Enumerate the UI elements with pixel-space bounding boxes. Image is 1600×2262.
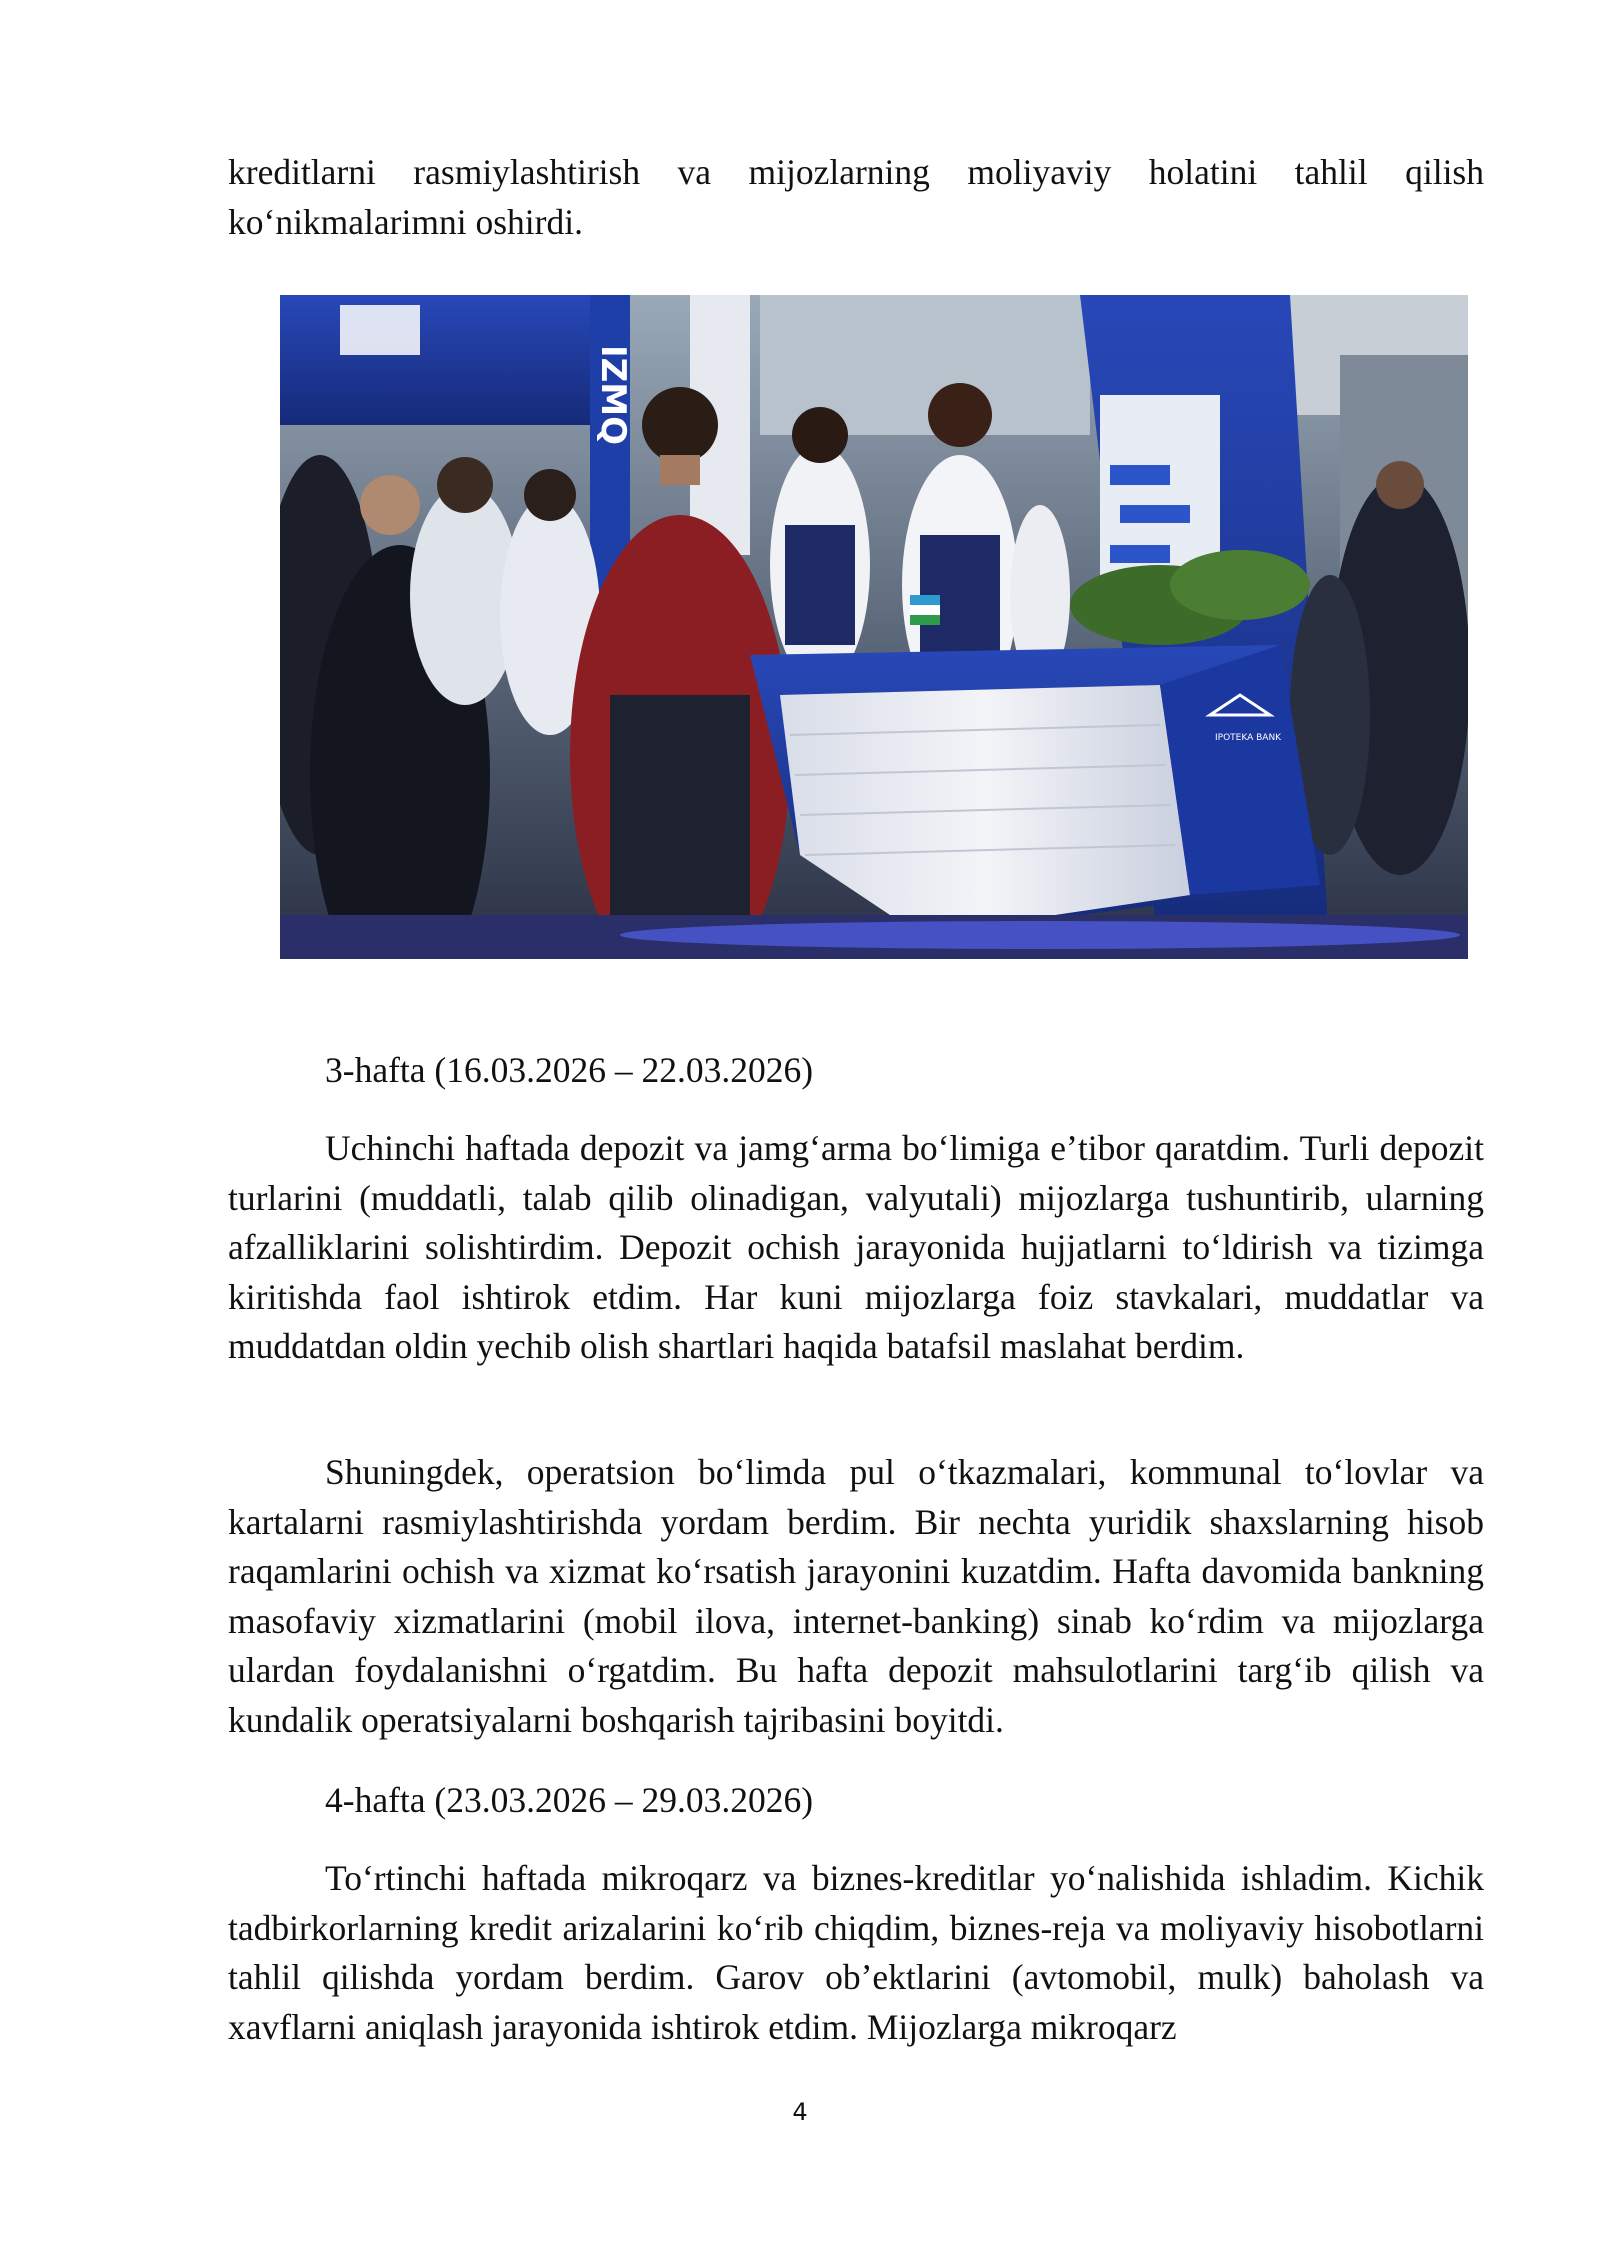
page-number: 4 [792,2098,808,2126]
week3-paragraph-2: Shuningdek, operatsion boʻlimda pul oʻtkazmalari, kommunal toʻlovlar va kartalarni rasmiylashtirishda yordam berdim. Bir nechta yuridik shaxslarning hisob raqamlarini ochish va xizmat koʻrsatish jarayonini kuzatdim. Hafta davomida bankning masofaviy xizmatlarini (mobil ilova, internet-banking) sinab koʻrdim va mijozlarga ulardan foydalanishni oʻrgatdim. Bu hafta depozit mahsulotlarini targʻib qilish va kundalik operatsiyalarni boshqarish tajribasini boyitdi. [228,1452,1484,1740]
week4-heading: 4-hafta (23.03.2026 – 29.03.2026) [325,1780,814,1820]
bank-booth-photo [280,295,1468,959]
week4-paragraph-1: Toʻrtinchi haftada mikroqarz va biznes-kreditlar yoʻnalishida ishladim. Kichik tadbirkorlarning kredit arizalarini koʻrib chiqdim, biznes-reja va moliyaviy hisobotlarni tahlil qilishda yordam berdim. Garov obʼektlarini (avtomobil, mulk) baholash va xavflarni aniqlash jarayonida ishtirok etdim. Mijozlarga mikroqarz [228,1858,1484,2047]
week3-paragraph-1: Uchinchi haftada depozit va jamgʻarma boʻlimiga eʼtibor qaratdim. Turli depozit turlarini (muddatli, talab qilib olinadigan, valyutali) mijozlarga tushuntirib, ularning afzalliklarini solishtirdim. Depozit ochish jarayonida hujjatlarni toʻldirish va tizimga kiritishda faol ishtirok etdim. Har kuni mijozlarga foiz stavkalari, muddatlar va muddatdan oldin yechib olish shartlari haqida batafsil maslahat berdim. [228,1128,1484,1366]
paragraph-intro-continued: kreditlarni rasmiylashtirish va mijozlarning moliyaviy holatini tahlil qilish koʻnikmalarimni oshirdi. [228,152,1484,242]
week3-heading: 3-hafta (16.03.2026 – 22.03.2026) [325,1050,814,1090]
counter-logo-text: IPOTEKA BANK [1215,733,1282,743]
banner-text: IZMQ [593,345,633,446]
